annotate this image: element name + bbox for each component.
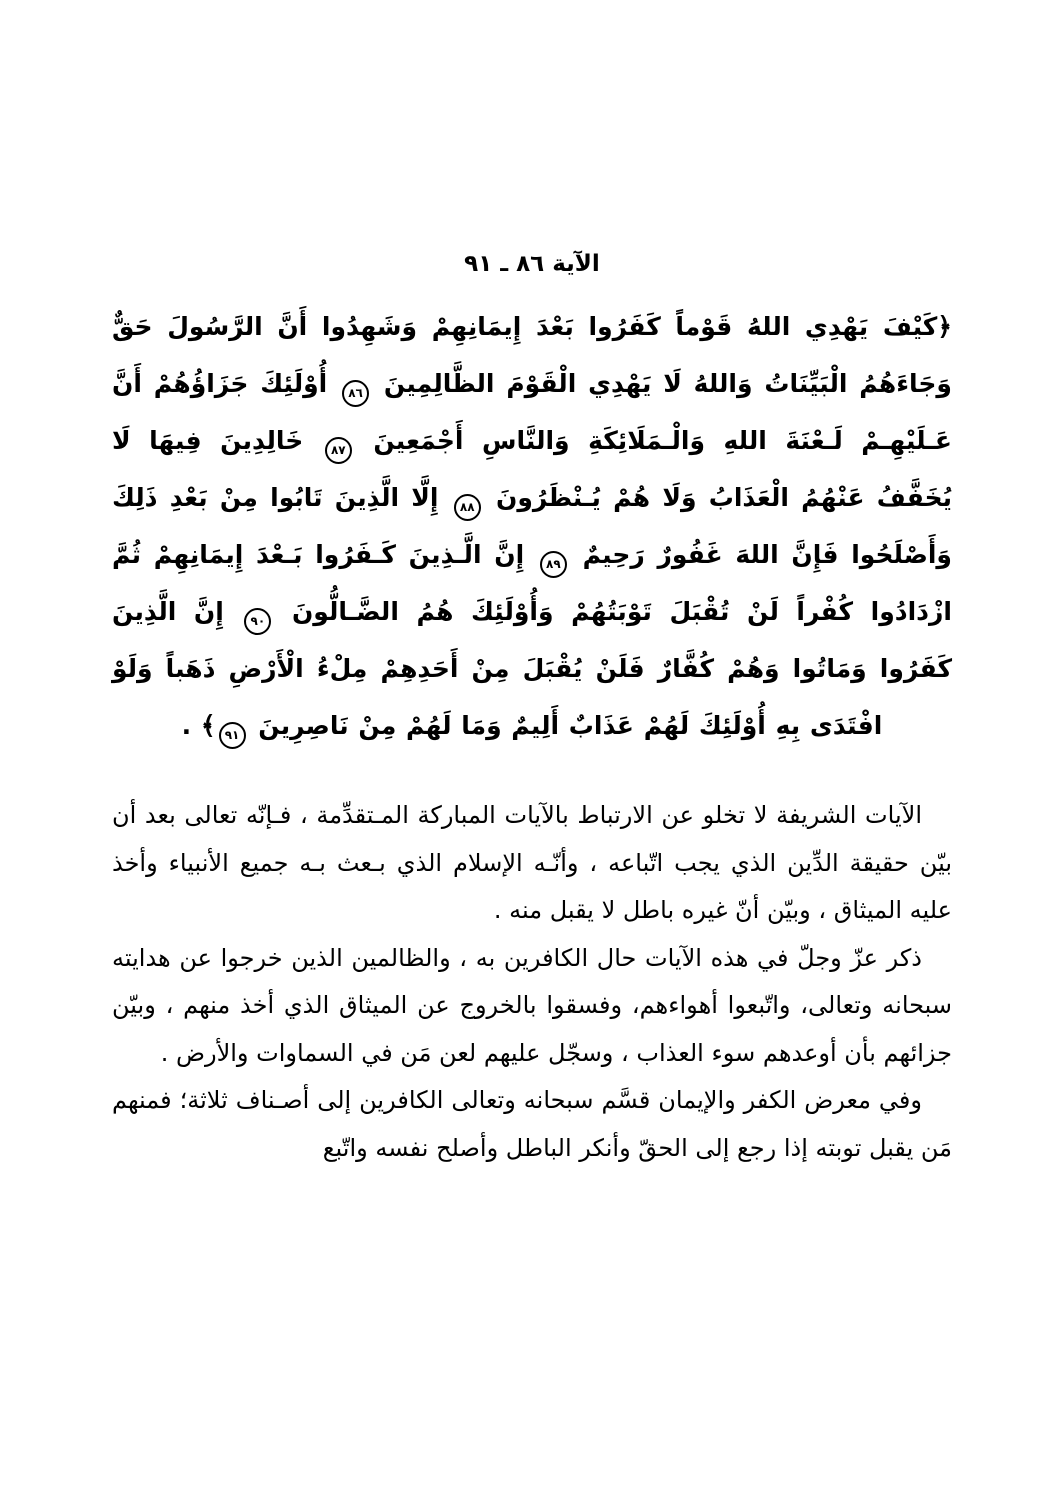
commentary-section — [112, 792, 952, 1172]
ayah-number-86-icon: ٨٦ — [342, 380, 369, 407]
quran-segment-86: كَيْفَ يَهْدِي اللهُ قَوْماً كَفَرُوا بَعْدَ إِيمَانِهِمْ وَشَهِدُوا أَنَّ الرَّسُولَ حَقٌّ وَجَاءَهُمُ الْبَيِّنَاتُ وَاللهُ لَا يَهْدِي الْقَوْمَ الظَّالِمِينَ — [112, 312, 952, 398]
ayah-number-91-icon: ٩١ — [219, 722, 246, 749]
commentary-paragraph-2: ذكر عزّ وجلّ في هذه الآيات حال الكافرين به ، والظالمين الذين خرجوا عن هدايته سبحانه وتعالى، واتّبعوا أهواءهم، وفسقوا بالخروج عن الميثاق الذي أخذ منهم ، وبيّن جزائهم بأن أوعدهم سوء العذاب ، وسجّل عليهم لعن مَن في السماوات والأرض . — [112, 943, 952, 1067]
ayah-number-87-icon: ٨٧ — [325, 437, 352, 464]
commentary-paragraph-3: وفي معرض الكفر والإيمان قسَّم سبحانه وتعالى الكافرين إلى أصـناف ثلاثة؛ فمنهم مَن يقبل توبته إذا رجع إلى الحقّ وأنكر الباطل وأصلح نفسه واتّبع — [112, 1086, 952, 1162]
commentary-paragraph-1: الآيات الشريفة لا تخلو عن الارتباط بالآيات المباركة المـتقدِّمة ، فـإنّه تعالى بعد أن بيّن حقيقة الدِّين الذي يجب اتّباعه ، وأنّـه الإسلام الذي بـعث بـه جميع الأنبياء وأخذ عليه الميثاق ، وبيّن أنّ غيره باطل لا يقبل منه . — [112, 801, 952, 924]
quran-segment-91: إِنَّ الَّذِينَ كَفَرُوا وَمَاتُوا وَهُمْ كُفَّارٌ فَلَنْ يُقْبَلَ مِنْ أَحَدِهِمْ مِلْءُ الْأَرْضِ ذَهَباً وَلَوْ افْتَدَى بِهِ أُوْلَئِكَ لَهُمْ عَذَابٌ أَلِيمٌ وَمَا لَهُمْ مِنْ نَاصِرِينَ — [112, 597, 952, 740]
quran-close-bracket: ﴾ . — [181, 711, 216, 740]
ayah-number-88-icon: ٨٨ — [454, 494, 481, 521]
ayah-number-89-icon: ٨٩ — [540, 551, 567, 578]
quran-segment-87: أُوْلَئِكَ جَزَاؤُهُمْ أَنَّ عَـلَيْهِـمْ لَـعْنَةَ اللهِ وَالْـمَلَائِكَةِ وَالنَّاسِ أَجْمَعِينَ — [112, 369, 952, 455]
quran-segment-89: إِلَّا الَّذِينَ تَابُوا مِنْ بَعْدِ ذَلِكَ وَأَصْلَحُوا فَإِنَّ اللهَ غَفُورٌ رَحِيمٌ — [112, 483, 952, 569]
quran-segment-90: إِنَّ الَّـذِينَ كَـفَرُوا بَـعْدَ إِيمَانِهِمْ ثُمَّ ازْدَادُوا كُفْراً لَنْ تُقْبَلَ تَوْبَتُهُمْ وَأُوْلَئِكَ هُمُ الضَّـالُّونَ — [112, 540, 952, 626]
quran-verse-block — [112, 298, 952, 754]
ayah-number-90-icon: ٩٠ — [244, 608, 271, 635]
quran-open-bracket: ﴿ — [937, 312, 952, 341]
quran-segment-88: خَالِدِينَ فِيهَا لَا يُخَفَّفُ عَنْهُمُ الْعَذَابُ وَلَا هُمْ يُـنْظَرُونَ — [112, 426, 952, 512]
page-title: الآية ٨٦ ـ ٩١ — [464, 251, 600, 277]
